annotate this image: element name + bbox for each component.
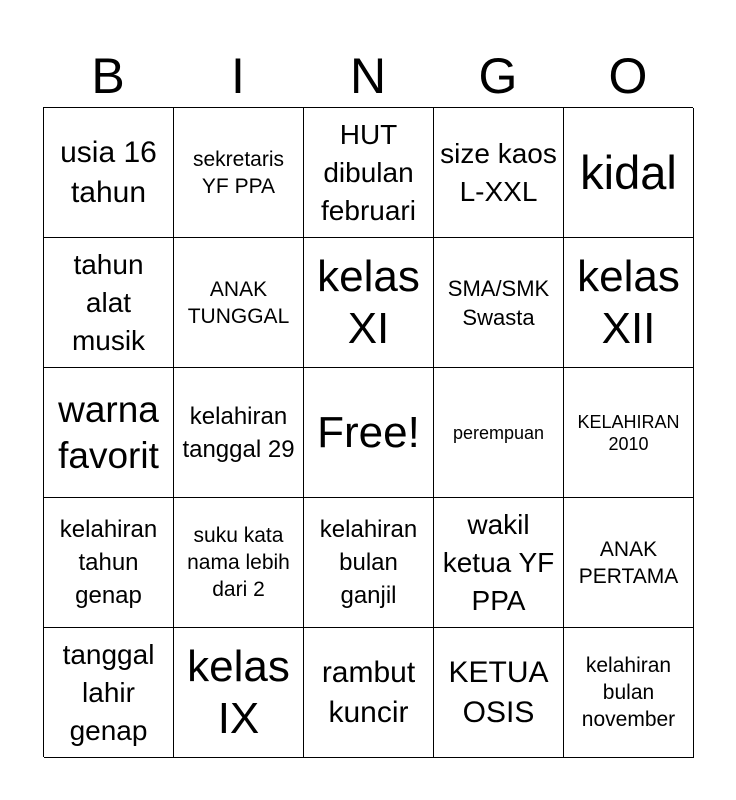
- bingo-cell[interactable]: [304, 498, 434, 628]
- bingo-cell-text: kelahiran tanggal 29: [182, 402, 295, 463]
- bingo-cell[interactable]: [174, 238, 304, 368]
- bingo-cell[interactable]: [564, 108, 694, 238]
- bingo-cell[interactable]: [174, 108, 304, 238]
- bingo-cell[interactable]: [44, 628, 174, 758]
- bingo-cell[interactable]: [44, 238, 174, 368]
- bingo-cell-text: tanggal lahir genap: [62, 638, 155, 746]
- bingo-cell-text: usia 16 tahun: [60, 135, 157, 209]
- bingo-cell[interactable]: [434, 498, 564, 628]
- bingo-cell[interactable]: [564, 628, 694, 758]
- bingo-cell-text: rambut kuncir: [321, 655, 416, 729]
- bingo-cell-text: Free!: [317, 407, 420, 457]
- header-letter-o: O: [608, 48, 648, 104]
- bingo-cell-text: KELAHIRAN 2010: [577, 411, 680, 454]
- bingo-grid: [43, 107, 693, 757]
- bingo-cell-text: wakil ketua YF PPA: [442, 508, 555, 616]
- bingo-cell[interactable]: [44, 108, 174, 238]
- bingo-cell-text: SMA/SMK Swasta: [447, 275, 550, 330]
- bingo-cell-text: kelahiran bulan ganjil: [319, 516, 418, 609]
- bingo-cell[interactable]: [44, 368, 174, 498]
- bingo-cell[interactable]: [174, 368, 304, 498]
- bingo-cell-text: HUT dibulan februari: [321, 118, 416, 226]
- bingo-cell-text: kidal: [580, 145, 677, 199]
- bingo-cell[interactable]: [434, 368, 564, 498]
- bingo-cell[interactable]: [174, 628, 304, 758]
- bingo-cell-text: warna favorit: [58, 388, 159, 476]
- bingo-cell[interactable]: [44, 498, 174, 628]
- bingo-cell[interactable]: [564, 238, 694, 368]
- bingo-cell[interactable]: [434, 238, 564, 368]
- bingo-cell-text: size kaos L-XXL: [440, 137, 557, 207]
- bingo-cell[interactable]: [564, 498, 694, 628]
- bingo-cell-text: suku kata nama lebih dari 2: [187, 524, 290, 601]
- bingo-cell-text: kelas XII: [577, 251, 680, 353]
- bingo-cell-text: kelas IX: [187, 641, 290, 743]
- bingo-cell-free[interactable]: [304, 368, 434, 498]
- bingo-cell[interactable]: [564, 368, 694, 498]
- bingo-cell-text: ANAK PERTAMA: [578, 537, 679, 588]
- bingo-cell-text: tahun alat musik: [71, 248, 146, 356]
- header-letter-g: G: [478, 48, 518, 104]
- header-letter-n: N: [349, 48, 387, 104]
- bingo-cell-text: KETUA OSIS: [448, 655, 549, 729]
- bingo-cell-text: kelahiran tahun genap: [59, 516, 158, 609]
- header-letter-b: B: [91, 48, 125, 104]
- bingo-cell[interactable]: [174, 498, 304, 628]
- bingo-cell-text: sekretaris YF PPA: [192, 147, 285, 198]
- bingo-cell-text: ANAK TUNGGAL: [187, 277, 290, 328]
- bingo-cell[interactable]: [304, 628, 434, 758]
- bingo-cell[interactable]: [434, 628, 564, 758]
- header-letter-i: I: [231, 48, 245, 104]
- bingo-header: [43, 44, 693, 108]
- bingo-cell-text: perempuan: [452, 422, 545, 443]
- bingo-cell[interactable]: [304, 108, 434, 238]
- bingo-cell-text: kelas XI: [317, 251, 420, 353]
- bingo-cell[interactable]: [434, 108, 564, 238]
- bingo-cell[interactable]: [304, 238, 434, 368]
- bingo-cell-text: kelahiran bulan november: [581, 654, 676, 731]
